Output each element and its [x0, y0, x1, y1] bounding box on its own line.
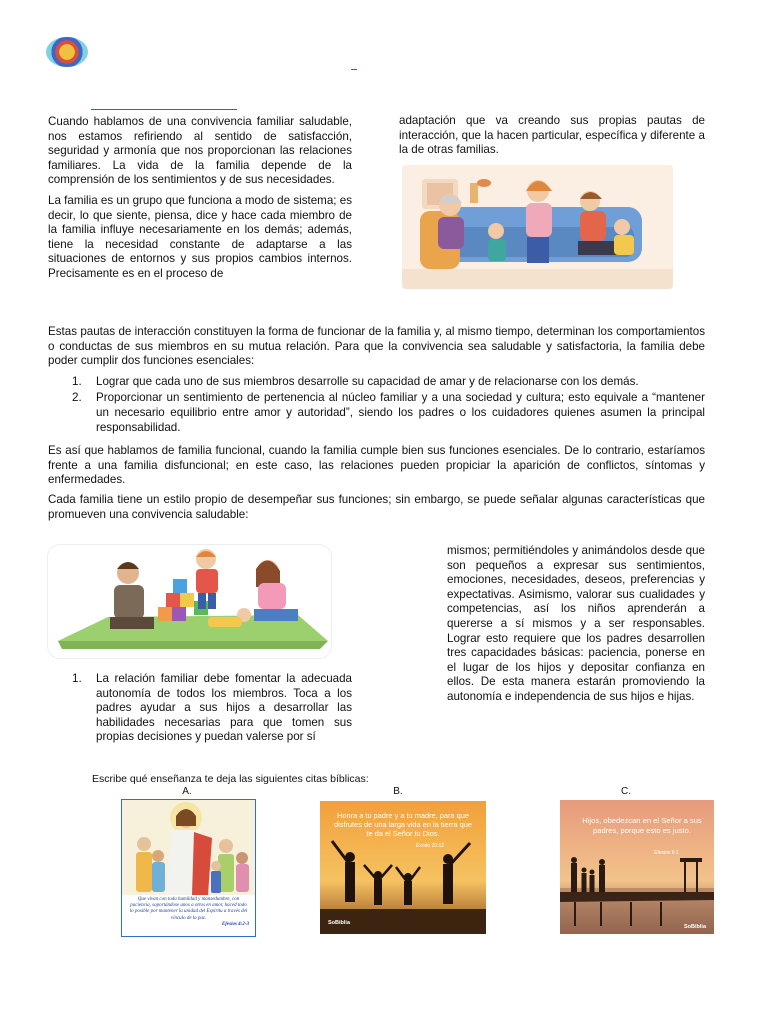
- paragraph-autonomy: mismos; permitiéndoles y animándolos desde que son pequeños a expresar sus sentimientos, emociones, necesidades, deseos, preferencias y expectativas. Asimismo, valorar sus cualidades y competencias, así los niños aprenderán a quererse a sí mismos y a ser responsables. Lograr esto requiere que los padres desarrollen tres capacidades básicas: paciencia, ponerse en el lugar de los hijos y depositar confianza en ellos. De esta manera estarán promoviendo la autonomía e independencia de sus hijos e hijas.: [447, 544, 705, 703]
- family-sofa-illustration: [402, 165, 673, 289]
- right-column-bottom: [447, 544, 705, 705]
- title-underline: [91, 109, 237, 110]
- label-c: C.: [621, 786, 631, 797]
- jesus-children-illustration: [122, 800, 255, 895]
- school-logo: [46, 37, 88, 67]
- paragraph-intro: Cuando hablamos de una convivencia familiar saludable, nos estamos refiriendo al sentido de satisfacción, seguridad y armonía que nos proporcionan las relaciones familiares. La vida de la familia depende de la comprensión de los sentimientos y de sus necesidades.: [48, 115, 352, 187]
- left-column-bottom: [48, 672, 352, 747]
- bible-quote-b-image: [320, 801, 486, 934]
- list-number: 2.: [72, 391, 82, 405]
- list-item-text: Lograr que cada uno de sus miembros desarrolle su capacidad de amar y de relacionarse con los demás.: [96, 374, 639, 388]
- quote-a-reference: Efesios 4:2-3: [221, 921, 249, 927]
- bible-quote-c-image: [560, 800, 714, 934]
- paragraph-patterns: Estas pautas de interacción constituyen la forma de funcionar de la familia y, al mismo tiempo, determinan los comportamientos o conductas de sus miembros en su mutua relación. Para que la convivencia sea saludable y satisfactoria, la familia debe poder cumplir dos funciones esenciales:: [48, 325, 705, 368]
- left-column-top: [48, 115, 352, 282]
- characteristics-list: [48, 672, 352, 745]
- paragraph-characteristics: Cada familia tiene un estilo propio de desempeñar sus funciones; sin embargo, se puede señalar algunas características que promueven una convivencia saludable:: [48, 492, 705, 521]
- quote-a-text: Que vivan con toda humildad y mansedumbre, con paciencia, soportándose unos a otros en amor, haced todo lo posible por mantener la unidad del Espíritu a través del vínculo de la paz.: [129, 897, 248, 921]
- quote-c-text: Hijos, obedezcan en el Señor a sus padres, porque esto es justo.: [582, 816, 702, 835]
- full-width-section: [48, 325, 705, 522]
- paragraph-functional-family: Es así que hablamos de familia funcional, cuando la familia cumple bien sus funciones esenciales. De lo contrario, estaríamos frente a una familia disfuncional; en este caso, las relaciones pueden propiciar la aparición de conflictos, síntomas y enfermedades.: [48, 444, 705, 487]
- label-a: A.: [182, 786, 192, 797]
- list-item-text: Proporcionar un sentimiento de pertenencia al núcleo familiar y a una sociedad y cultura; esto equivale a “mantener un necesario equilibrio entre amor y autoridad”, siendo los padres o los cuidadores quienes asumen la principal responsabilidad.: [96, 391, 705, 434]
- instruction-text: Escribe qué enseñanza te deja las siguientes citas bíblicas:: [92, 773, 369, 785]
- paragraph-system: La familia es un grupo que funciona a modo de sistema; es decir, lo que siente, piensa, dice y hace cada miembro de la familia influye necesariamente en los demás; además, tiene la necesidad constante de adaptarse a las situaciones de entornos y sus propios cambios internos. Precisamente es en el proceso de: [48, 193, 352, 280]
- bible-quote-a-image: [121, 799, 256, 937]
- quote-b-reference: Éxodo 20:12: [416, 843, 445, 849]
- quote-c-brand: SoBiblia: [684, 924, 707, 930]
- header-link-mark: [351, 69, 357, 70]
- list-item: [48, 672, 352, 745]
- quote-b-text: Honra a tu padre y a tu madre, para que disfrutes de una larga vida en la tierra que te da el Señor tu Dios.: [333, 811, 473, 838]
- family-playing-illustration: [48, 545, 331, 658]
- quote-c-reference: Efesios 6:1: [654, 850, 679, 856]
- list-number: 1.: [72, 374, 82, 388]
- right-column-top: [399, 114, 705, 158]
- label-b: B.: [393, 786, 403, 797]
- quote-b-brand: SoBiblia: [328, 920, 351, 926]
- list-item-text: La relación familiar debe fomentar la adecuada autonomía de todos los miembros. Toca a los padres ayudar a sus hijos a desarrollar las habilidades necesarias para que tomen sus propias decisiones y puedan valerse por sí: [96, 672, 352, 744]
- functions-list: [48, 375, 705, 435]
- list-number: 1.: [72, 672, 82, 685]
- list-item: [48, 391, 705, 435]
- list-item: [48, 375, 705, 390]
- paragraph-adaptation: adaptación que va creando sus propias pautas de interacción, que la hacen particular, específica y diferente a la de otras familias.: [399, 114, 705, 157]
